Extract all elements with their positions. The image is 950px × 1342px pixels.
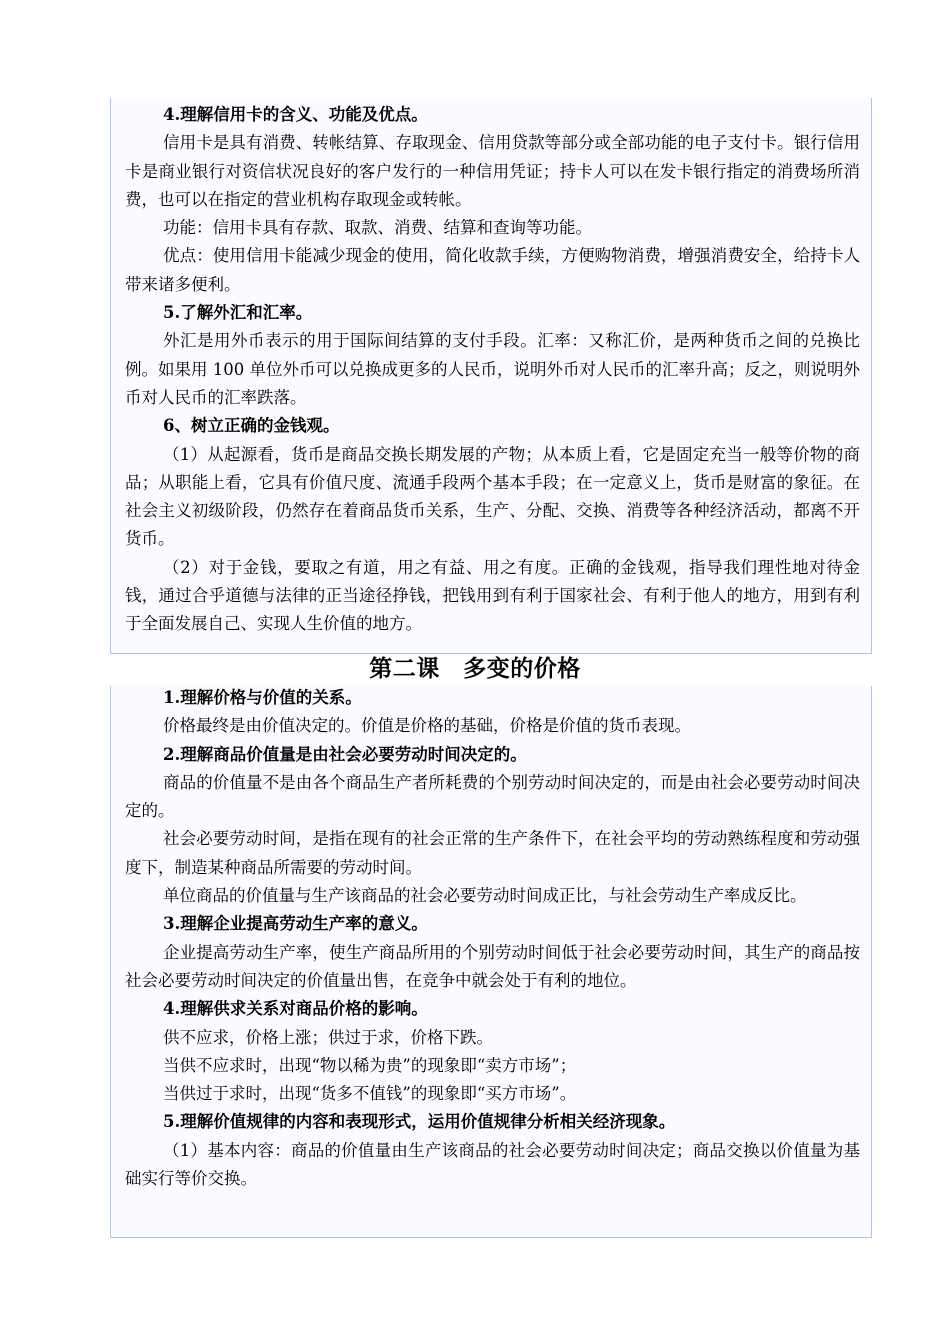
heading-value-quantity: 2.理解商品价值量是由社会必要劳动时间决定的。 <box>163 744 527 764</box>
paragraph-value-ratio: 单位商品的价值量与生产该商品的社会必要劳动时间成正比，与社会劳动生产率成反比。 <box>163 886 807 906</box>
paragraph-supply-demand-2: 当供不应求时，出现“物以稀为贵”的现象即“卖方市场”； <box>163 1055 577 1075</box>
paragraph-productivity: 企业提高劳动生产率，使生产商品所用的个别劳动时间低于社会必要劳动时间，其生产的商品按社会必要劳动时间决定的价值量出售，在竞争中就会处于有利的地位。 <box>125 942 860 990</box>
lesson-title: 第二课 多变的价格 <box>369 655 581 682</box>
heading-law-of-value: 5.理解价值规律的内容和表现形式，运用价值规律分析相关经济现象。 <box>163 1112 676 1132</box>
paragraph-money-origin: （1）从起源看，货币是商品交换长期发展的产物；从本质上看，它是固定充当一般等价物的商品；从职能上看，它具有价值尺度、流通手段两个基本手段；在一定意义上，货币是财富的象征。在社会主义初级阶段，仍然存在着商品货币关系，生产、分配、交换、消费等各种经济活动，都离不开货币。 <box>125 444 860 549</box>
section-1-content <box>125 101 860 639</box>
paragraph-foreign-exchange: 外汇是用外币表示的用于国际间结算的支付手段。汇率：又称汇价，是两种货币之间的兑换比例。如果用 100 单位外币可以兑换成更多的人民币，说明外币对人民币的汇率升高；反之，则说明外币对人民币的汇率跌落。 <box>125 331 860 407</box>
paragraph-credit-card-functions: 功能：信用卡具有存款、取款、消费、结算和查询等功能。 <box>163 218 592 238</box>
section-2-content <box>125 684 860 1193</box>
heading-supply-demand: 4.理解供求关系对商品价格的影响。 <box>163 999 428 1019</box>
heading-money-view: 6、树立正确的金钱观。 <box>163 416 340 436</box>
paragraph-credit-card-advantages: 优点：使用信用卡能减少现金的使用，简化收款手续，方便购物消费，增强消费安全，给持卡人带来诸多便利。 <box>125 246 860 294</box>
paragraph-social-labor-time: 社会必要劳动时间，是指在现有的社会正常的生产条件下，在社会平均的劳动熟练程度和劳动强度下，制造某种商品所需要的劳动时间。 <box>125 829 860 877</box>
heading-foreign-exchange: 5.了解外汇和汇率。 <box>163 303 313 323</box>
paragraph-supply-demand-3: 当供过于求时，出现“货多不值钱”的现象即“买方市场”。 <box>163 1084 577 1104</box>
heading-credit-card: 4.理解信用卡的含义、功能及优点。 <box>163 105 428 124</box>
paragraph-law-of-value: （1）基本内容：商品的价值量由生产该商品的社会必要劳动时间决定；商品交换以价值量为基础实行等价交换。 <box>125 1140 860 1189</box>
paragraph-money-attitude: （2）对于金钱，要取之有道，用之有益、用之有度。正确的金钱观，指导我们理性地对待金钱，通过合乎道德与法律的正当途径挣钱，把钱用到有利于国家社会、有利于他人的地方，用到有利于全面发展自己、实现人生价值的地方。 <box>125 557 860 634</box>
paragraph-credit-card-definition: 信用卡是具有消费、转帐结算、存取现金、信用贷款等部分或全部功能的电子支付卡。银行信用卡是商业银行对资信状况良好的客户发行的一种信用凭证；持卡人可以在发卡银行指定的消费场所消费，也可以在指定的营业机构存取现金或转帐。 <box>125 133 860 209</box>
paragraph-price-value: 价格最终是由价值决定的。价值是价格的基础，价格是价值的货币表现。 <box>163 716 691 736</box>
paragraph-value-quantity: 商品的价值量不是由各个商品生产者所耗费的个别劳动时间决定的，而是由社会必要劳动时间决定的。 <box>125 772 860 821</box>
heading-productivity: 3.理解企业提高劳动生产率的意义。 <box>163 914 428 934</box>
heading-price-value: 1.理解价格与价值的关系。 <box>163 688 362 707</box>
paragraph-supply-demand-1: 供不应求，价格上涨；供过于求，价格下跌。 <box>163 1027 493 1047</box>
